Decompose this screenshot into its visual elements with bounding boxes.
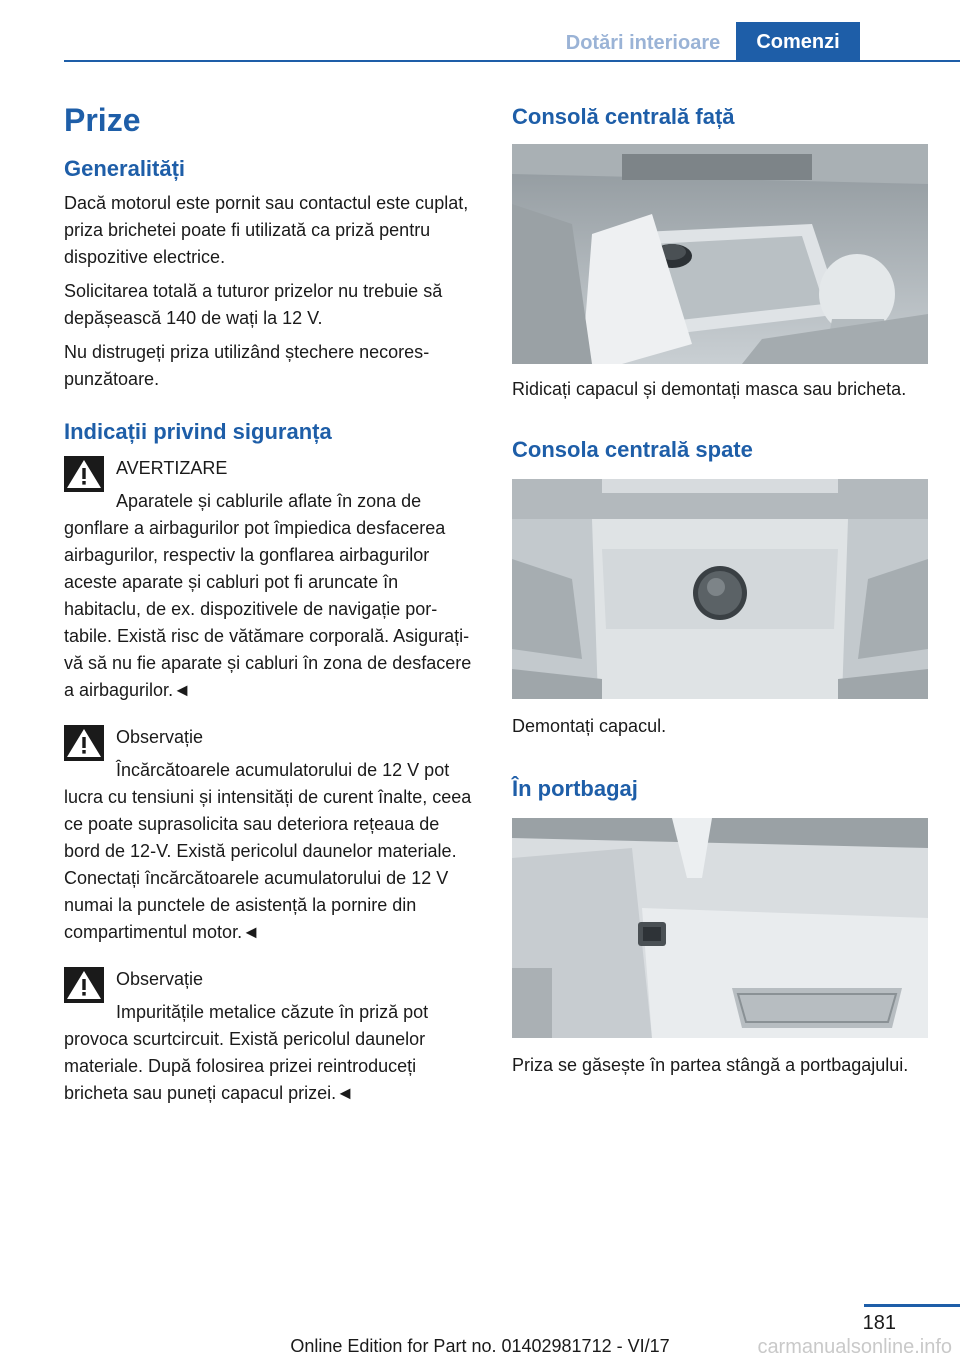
warning-3-title: Observație	[116, 969, 204, 989]
general-paragraph-3: Nu distrugeți priza utilizând ștechere necorespunzătoare.	[64, 342, 430, 389]
warning-1-title: AVERTIZARE	[116, 458, 228, 478]
trunk-heading: În portbagaj	[512, 776, 638, 801]
right-column	[512, 96, 928, 1079]
watermark: carmanualsonline.info	[757, 1336, 952, 1358]
trunk-image	[512, 818, 928, 1038]
left-column	[64, 96, 476, 1107]
front-console-image	[512, 144, 928, 364]
warning-block-1	[64, 455, 476, 704]
front-console-heading: Consolă centrală față	[512, 104, 735, 129]
edition-note: Online Edition for Part no. 01402981712 - VI/17	[290, 1336, 670, 1356]
general-heading: Generalități	[64, 156, 186, 181]
warning-3-text: Impuritățile metalice căzute în priză pot provoca scurtcircuit. Există pericolul daunelor materiale. După folosirea prizei reintroduceți bricheta sau puneți capacul prizei.◄	[64, 1002, 429, 1103]
header-chapter-tab[interactable]: Comenzi	[736, 22, 860, 62]
general-paragraph-2: Solicitarea totală a tuturor prizelor nu trebuie să depășească 140 de wați la 12 V.	[64, 281, 443, 328]
header-section-tab[interactable]: Dotări interioare	[565, 32, 721, 54]
warning-triangle-icon	[64, 456, 104, 492]
rear-console-image	[512, 479, 928, 699]
trunk-caption: Priza se găsește în partea stângă a portbagajului.	[512, 1055, 909, 1075]
warning-block-3	[64, 966, 476, 1107]
warning-1-text: Aparatele și cablurile aflate în zona de gonflare a airbagurilor pot împiedica desfacerea airbagurilor, respectiv la gonflarea airbagurilor aceste aparate și cabluri pot fi aruncate în habitaclu, de ex. dispozitivele de navigație portabile. Există risc de vătămare corporală. Asigurați-vă să nu fie aparate și cabluri în zona de desfacere a airbagurilor.◄	[64, 491, 472, 700]
general-paragraph-1: Dacă motorul este pornit sau contactul este cuplat, priza brichetei poate fi utilizată ca priză pentru dispozitive electrice.	[64, 193, 469, 267]
warning-triangle-icon	[64, 725, 104, 761]
header-rule	[64, 60, 960, 62]
warning-block-2	[64, 724, 476, 946]
warning-triangle-icon	[64, 967, 104, 1003]
footer-rule	[864, 1304, 960, 1307]
page-title: Prize	[64, 102, 141, 138]
safety-heading: Indicații privind siguranța	[64, 419, 332, 444]
rear-console-heading: Consola centrală spate	[512, 437, 753, 462]
rear-console-caption: Demontați capacul.	[512, 716, 667, 736]
page-number: 181	[862, 1312, 896, 1334]
warning-2-title: Observație	[116, 727, 204, 747]
warning-2-text: Încărcătoarele acumulatorului de 12 V pot lucra cu tensiuni și intensități de curent înalte, ceea ce poate suprasolicita sau deteriora rețeaua de bord de 12-V. Există pericolul daunelor materiale. Conectați încărcătoarele acumulatorului de 12 V numai la punctele de asistență la pornire din compartimentul motor.◄	[64, 760, 472, 942]
front-console-caption: Ridicați capacul și demontați masca sau bricheta.	[512, 379, 907, 399]
